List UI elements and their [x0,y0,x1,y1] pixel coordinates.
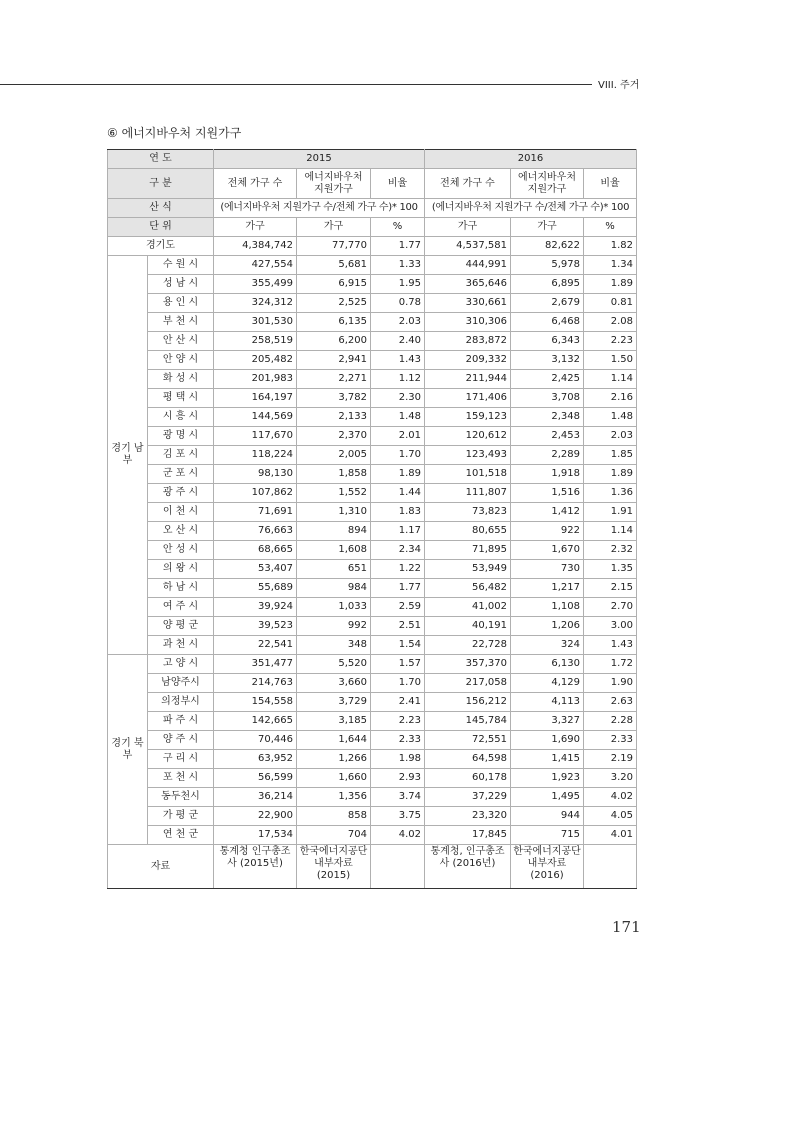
city-support-2015: 2,941 [297,351,371,370]
city-ratio-2015: 4.02 [371,826,425,845]
city-ratio-2016: 1.85 [584,446,637,465]
city-total-2015: 351,477 [214,655,297,674]
city-ratio-2016: 2.28 [584,712,637,731]
city-support-2016: 2,425 [511,370,584,389]
city-ratio-2015: 2.34 [371,541,425,560]
city-total-2016: 357,370 [425,655,511,674]
support-households-header-2015: 에너지바우처 지원가구 [297,169,371,199]
city-name: 안 양 시 [148,351,214,370]
city-support-2015: 1,608 [297,541,371,560]
city-support-2016: 1,670 [511,541,584,560]
unit-support-2015: 가구 [297,218,371,237]
city-total-2016: 41,002 [425,598,511,617]
city-ratio-2015: 2.51 [371,617,425,636]
formula-2015: (에너지바우처 지원가구 수/전체 가구 수)* 100 [214,199,425,218]
city-total-2016: 111,807 [425,484,511,503]
city-total-2015: 39,924 [214,598,297,617]
city-total-2016: 444,991 [425,256,511,275]
city-support-2016: 3,708 [511,389,584,408]
city-name: 파 주 시 [148,712,214,731]
city-support-2015: 704 [297,826,371,845]
city-support-2016: 6,343 [511,332,584,351]
formula-row [108,199,637,218]
city-support-2016: 944 [511,807,584,826]
city-name: 용 인 시 [148,294,214,313]
page-number: 171 [612,918,641,936]
city-name: 동두천시 [148,788,214,807]
city-support-2016: 3,132 [511,351,584,370]
city-ratio-2016: 2.63 [584,693,637,712]
city-support-2015: 2,133 [297,408,371,427]
city-row [108,617,637,636]
city-row [108,655,637,674]
city-total-2015: 154,558 [214,693,297,712]
total-households-header-2016: 전체 가구 수 [425,169,511,199]
city-support-2016: 2,289 [511,446,584,465]
city-ratio-2015: 1.17 [371,522,425,541]
city-total-2015: 76,663 [214,522,297,541]
unit-label: 단 위 [108,218,214,237]
city-total-2015: 107,862 [214,484,297,503]
city-ratio-2016: 1.72 [584,655,637,674]
source-s15-total: 통계청 인구총조사 (2015년) [214,845,297,889]
city-support-2015: 858 [297,807,371,826]
city-name: 수 원 시 [148,256,214,275]
city-total-2016: 56,482 [425,579,511,598]
province-total-2016: 4,537,581 [425,237,511,256]
city-support-2016: 922 [511,522,584,541]
city-support-2015: 1,552 [297,484,371,503]
city-name: 광 명 시 [148,427,214,446]
city-ratio-2015: 1.54 [371,636,425,655]
city-ratio-2015: 1.43 [371,351,425,370]
city-total-2015: 56,599 [214,769,297,788]
city-ratio-2016: 2.08 [584,313,637,332]
city-support-2015: 1,310 [297,503,371,522]
city-name: 군 포 시 [148,465,214,484]
source-s16-ratio [584,845,637,889]
province-support-2015: 77,770 [297,237,371,256]
city-row [108,731,637,750]
city-row [108,313,637,332]
city-support-2016: 2,679 [511,294,584,313]
city-total-2016: 64,598 [425,750,511,769]
city-name: 시 흥 시 [148,408,214,427]
city-support-2016: 730 [511,560,584,579]
unit-ratio-2015: % [371,218,425,237]
city-row [108,788,637,807]
city-total-2016: 22,728 [425,636,511,655]
city-ratio-2015: 2.30 [371,389,425,408]
unit-total-2015: 가구 [214,218,297,237]
city-ratio-2016: 1.90 [584,674,637,693]
city-ratio-2016: 2.03 [584,427,637,446]
city-total-2016: 159,123 [425,408,511,427]
city-ratio-2016: 1.14 [584,522,637,541]
city-total-2016: 17,845 [425,826,511,845]
city-support-2015: 2,370 [297,427,371,446]
city-support-2015: 348 [297,636,371,655]
city-support-2016: 715 [511,826,584,845]
city-support-2016: 2,453 [511,427,584,446]
city-ratio-2016: 1.50 [584,351,637,370]
city-total-2016: 73,823 [425,503,511,522]
city-total-2016: 40,191 [425,617,511,636]
city-ratio-2015: 1.57 [371,655,425,674]
city-ratio-2015: 1.70 [371,674,425,693]
city-total-2015: 63,952 [214,750,297,769]
city-ratio-2015: 2.33 [371,731,425,750]
city-total-2016: 53,949 [425,560,511,579]
city-total-2015: 36,214 [214,788,297,807]
city-ratio-2015: 2.23 [371,712,425,731]
city-name: 포 천 시 [148,769,214,788]
city-support-2015: 5,681 [297,256,371,275]
city-total-2015: 70,446 [214,731,297,750]
city-total-2015: 55,689 [214,579,297,598]
city-name: 고 양 시 [148,655,214,674]
city-row [108,769,637,788]
city-ratio-2016: 1.89 [584,275,637,294]
city-support-2015: 6,200 [297,332,371,351]
city-ratio-2016: 2.19 [584,750,637,769]
city-support-2015: 992 [297,617,371,636]
city-support-2015: 984 [297,579,371,598]
city-support-2016: 1,516 [511,484,584,503]
city-total-2015: 205,482 [214,351,297,370]
city-ratio-2015: 2.01 [371,427,425,446]
city-support-2015: 6,135 [297,313,371,332]
city-total-2016: 217,058 [425,674,511,693]
category-label: 구 분 [108,169,214,199]
city-total-2016: 365,646 [425,275,511,294]
province-ratio-2016: 1.82 [584,237,637,256]
city-name: 부 천 시 [148,313,214,332]
city-name: 하 남 시 [148,579,214,598]
city-support-2015: 3,660 [297,674,371,693]
city-ratio-2016: 1.89 [584,465,637,484]
city-row [108,370,637,389]
city-total-2016: 123,493 [425,446,511,465]
city-ratio-2016: 1.48 [584,408,637,427]
city-name: 화 성 시 [148,370,214,389]
city-total-2015: 258,519 [214,332,297,351]
province-row [108,237,637,256]
city-support-2015: 1,266 [297,750,371,769]
city-total-2015: 355,499 [214,275,297,294]
city-total-2016: 101,518 [425,465,511,484]
city-name: 성 남 시 [148,275,214,294]
city-name: 양 주 시 [148,731,214,750]
ratio-header-2015: 비율 [371,169,425,199]
unit-row [108,218,637,237]
city-total-2015: 214,763 [214,674,297,693]
city-ratio-2016: 2.33 [584,731,637,750]
city-support-2016: 6,895 [511,275,584,294]
city-support-2016: 1,217 [511,579,584,598]
city-ratio-2016: 3.20 [584,769,637,788]
city-name: 오 산 시 [148,522,214,541]
city-ratio-2015: 1.77 [371,579,425,598]
source-s16-total: 통계청, 인구총조사 (2016년) [425,845,511,889]
city-ratio-2016: 2.15 [584,579,637,598]
city-total-2016: 145,784 [425,712,511,731]
city-support-2015: 894 [297,522,371,541]
city-total-2015: 427,554 [214,256,297,275]
city-support-2016: 1,918 [511,465,584,484]
city-support-2015: 6,915 [297,275,371,294]
city-support-2016: 2,348 [511,408,584,427]
city-total-2015: 117,670 [214,427,297,446]
city-support-2015: 3,185 [297,712,371,731]
province-support-2016: 82,622 [511,237,584,256]
city-row [108,807,637,826]
city-row [108,674,637,693]
city-name: 안 성 시 [148,541,214,560]
city-ratio-2015: 1.12 [371,370,425,389]
city-ratio-2015: 2.93 [371,769,425,788]
support-households-header-2016: 에너지바우처 지원가구 [511,169,584,199]
city-total-2016: 171,406 [425,389,511,408]
city-support-2015: 3,782 [297,389,371,408]
city-name: 과 천 시 [148,636,214,655]
city-row [108,294,637,313]
city-total-2015: 301,530 [214,313,297,332]
city-row [108,541,637,560]
city-support-2016: 6,468 [511,313,584,332]
unit-ratio-2016: % [584,218,637,237]
city-row [108,446,637,465]
city-support-2015: 1,660 [297,769,371,788]
city-total-2015: 98,130 [214,465,297,484]
city-support-2015: 651 [297,560,371,579]
city-total-2015: 118,224 [214,446,297,465]
city-support-2016: 4,129 [511,674,584,693]
formula-label: 산 식 [108,199,214,218]
total-households-header-2015: 전체 가구 수 [214,169,297,199]
city-support-2016: 1,206 [511,617,584,636]
province-ratio-2015: 1.77 [371,237,425,256]
city-name: 광 주 시 [148,484,214,503]
energy-voucher-table [107,149,637,889]
city-total-2016: 80,655 [425,522,511,541]
source-label: 자료 [108,845,214,889]
city-name: 의정부시 [148,693,214,712]
region-south-label: 경기 남부 [108,256,148,655]
unit-support-2016: 가구 [511,218,584,237]
city-total-2016: 211,944 [425,370,511,389]
ratio-header-2016: 비율 [584,169,637,199]
city-support-2015: 2,005 [297,446,371,465]
city-row [108,275,637,294]
unit-total-2016: 가구 [425,218,511,237]
city-row [108,826,637,845]
city-ratio-2016: 0.81 [584,294,637,313]
city-name: 여 주 시 [148,598,214,617]
city-ratio-2015: 1.83 [371,503,425,522]
city-ratio-2016: 1.36 [584,484,637,503]
source-s15-support: 한국에너지공단 내부자료 (2015) [297,845,371,889]
city-ratio-2016: 2.23 [584,332,637,351]
city-row [108,522,637,541]
city-support-2015: 1,356 [297,788,371,807]
city-support-2015: 1,644 [297,731,371,750]
year-row [108,150,637,169]
city-name: 양 평 군 [148,617,214,636]
city-row [108,579,637,598]
city-total-2016: 72,551 [425,731,511,750]
city-support-2015: 1,033 [297,598,371,617]
city-ratio-2016: 4.02 [584,788,637,807]
city-row [108,408,637,427]
city-ratio-2015: 3.74 [371,788,425,807]
city-ratio-2015: 1.98 [371,750,425,769]
city-row [108,389,637,408]
city-row [108,427,637,446]
city-ratio-2016: 4.05 [584,807,637,826]
city-row [108,256,637,275]
city-total-2015: 39,523 [214,617,297,636]
province-total-2015: 4,384,742 [214,237,297,256]
city-total-2016: 310,306 [425,313,511,332]
city-total-2015: 142,665 [214,712,297,731]
city-ratio-2015: 2.03 [371,313,425,332]
city-ratio-2016: 2.32 [584,541,637,560]
city-ratio-2015: 1.44 [371,484,425,503]
formula-2016: (에너지바우처 지원가구 수/전체 가구 수)* 100 [425,199,637,218]
city-name: 김 포 시 [148,446,214,465]
city-ratio-2015: 0.78 [371,294,425,313]
city-ratio-2016: 3.00 [584,617,637,636]
city-ratio-2016: 4.01 [584,826,637,845]
city-ratio-2016: 1.91 [584,503,637,522]
city-name: 안 산 시 [148,332,214,351]
city-name: 연 천 군 [148,826,214,845]
city-total-2016: 23,320 [425,807,511,826]
city-total-2016: 209,332 [425,351,511,370]
city-support-2016: 6,130 [511,655,584,674]
city-support-2016: 1,495 [511,788,584,807]
city-support-2015: 2,525 [297,294,371,313]
city-support-2016: 3,327 [511,712,584,731]
city-ratio-2015: 1.33 [371,256,425,275]
city-total-2015: 201,983 [214,370,297,389]
city-total-2016: 37,229 [425,788,511,807]
city-total-2016: 71,895 [425,541,511,560]
source-s15-ratio [371,845,425,889]
city-support-2016: 1,412 [511,503,584,522]
city-ratio-2015: 2.41 [371,693,425,712]
city-ratio-2016: 1.14 [584,370,637,389]
city-total-2016: 330,661 [425,294,511,313]
city-support-2015: 3,729 [297,693,371,712]
city-row [108,750,637,769]
city-ratio-2015: 1.95 [371,275,425,294]
city-total-2015: 68,665 [214,541,297,560]
city-row [108,598,637,617]
city-support-2015: 5,520 [297,655,371,674]
city-support-2016: 5,978 [511,256,584,275]
city-row [108,712,637,731]
city-total-2015: 324,312 [214,294,297,313]
city-total-2015: 71,691 [214,503,297,522]
source-row [108,845,637,889]
source-s16-support: 한국에너지공단 내부자료 (2016) [511,845,584,889]
city-row [108,560,637,579]
chapter-label: VIII. 주거 [598,80,640,91]
city-row [108,484,637,503]
city-ratio-2015: 1.22 [371,560,425,579]
city-name: 남양주시 [148,674,214,693]
city-ratio-2015: 2.59 [371,598,425,617]
city-support-2016: 324 [511,636,584,655]
city-total-2015: 164,197 [214,389,297,408]
city-ratio-2016: 1.43 [584,636,637,655]
city-total-2015: 53,407 [214,560,297,579]
city-name: 가 평 군 [148,807,214,826]
city-support-2015: 2,271 [297,370,371,389]
section-title: ⑥ 에너지바우처 지원가구 [107,126,242,140]
region-north-label: 경기 북부 [108,655,148,845]
city-ratio-2016: 2.16 [584,389,637,408]
city-name: 의 왕 시 [148,560,214,579]
city-total-2015: 144,569 [214,408,297,427]
city-row [108,693,637,712]
year-2015: 2015 [214,150,425,169]
city-name: 이 천 시 [148,503,214,522]
city-name: 구 리 시 [148,750,214,769]
city-row [108,503,637,522]
city-total-2016: 120,612 [425,427,511,446]
city-ratio-2015: 1.89 [371,465,425,484]
city-total-2015: 17,534 [214,826,297,845]
city-row [108,465,637,484]
city-row [108,636,637,655]
city-total-2016: 156,212 [425,693,511,712]
city-total-2016: 60,178 [425,769,511,788]
city-support-2015: 1,858 [297,465,371,484]
city-ratio-2016: 2.70 [584,598,637,617]
province-name: 경기도 [108,237,214,256]
year-label: 연 도 [108,150,214,169]
city-ratio-2015: 1.48 [371,408,425,427]
city-ratio-2016: 1.34 [584,256,637,275]
city-ratio-2015: 2.40 [371,332,425,351]
city-ratio-2015: 1.70 [371,446,425,465]
city-support-2016: 4,113 [511,693,584,712]
city-support-2016: 1,415 [511,750,584,769]
city-ratio-2015: 3.75 [371,807,425,826]
category-row [108,169,637,199]
city-name: 평 택 시 [148,389,214,408]
city-total-2016: 283,872 [425,332,511,351]
city-total-2015: 22,900 [214,807,297,826]
city-support-2016: 1,108 [511,598,584,617]
city-row [108,332,637,351]
city-ratio-2016: 1.35 [584,560,637,579]
city-total-2015: 22,541 [214,636,297,655]
city-row [108,351,637,370]
year-2016: 2016 [425,150,637,169]
city-support-2016: 1,923 [511,769,584,788]
header-rule [0,84,592,85]
city-support-2016: 1,690 [511,731,584,750]
